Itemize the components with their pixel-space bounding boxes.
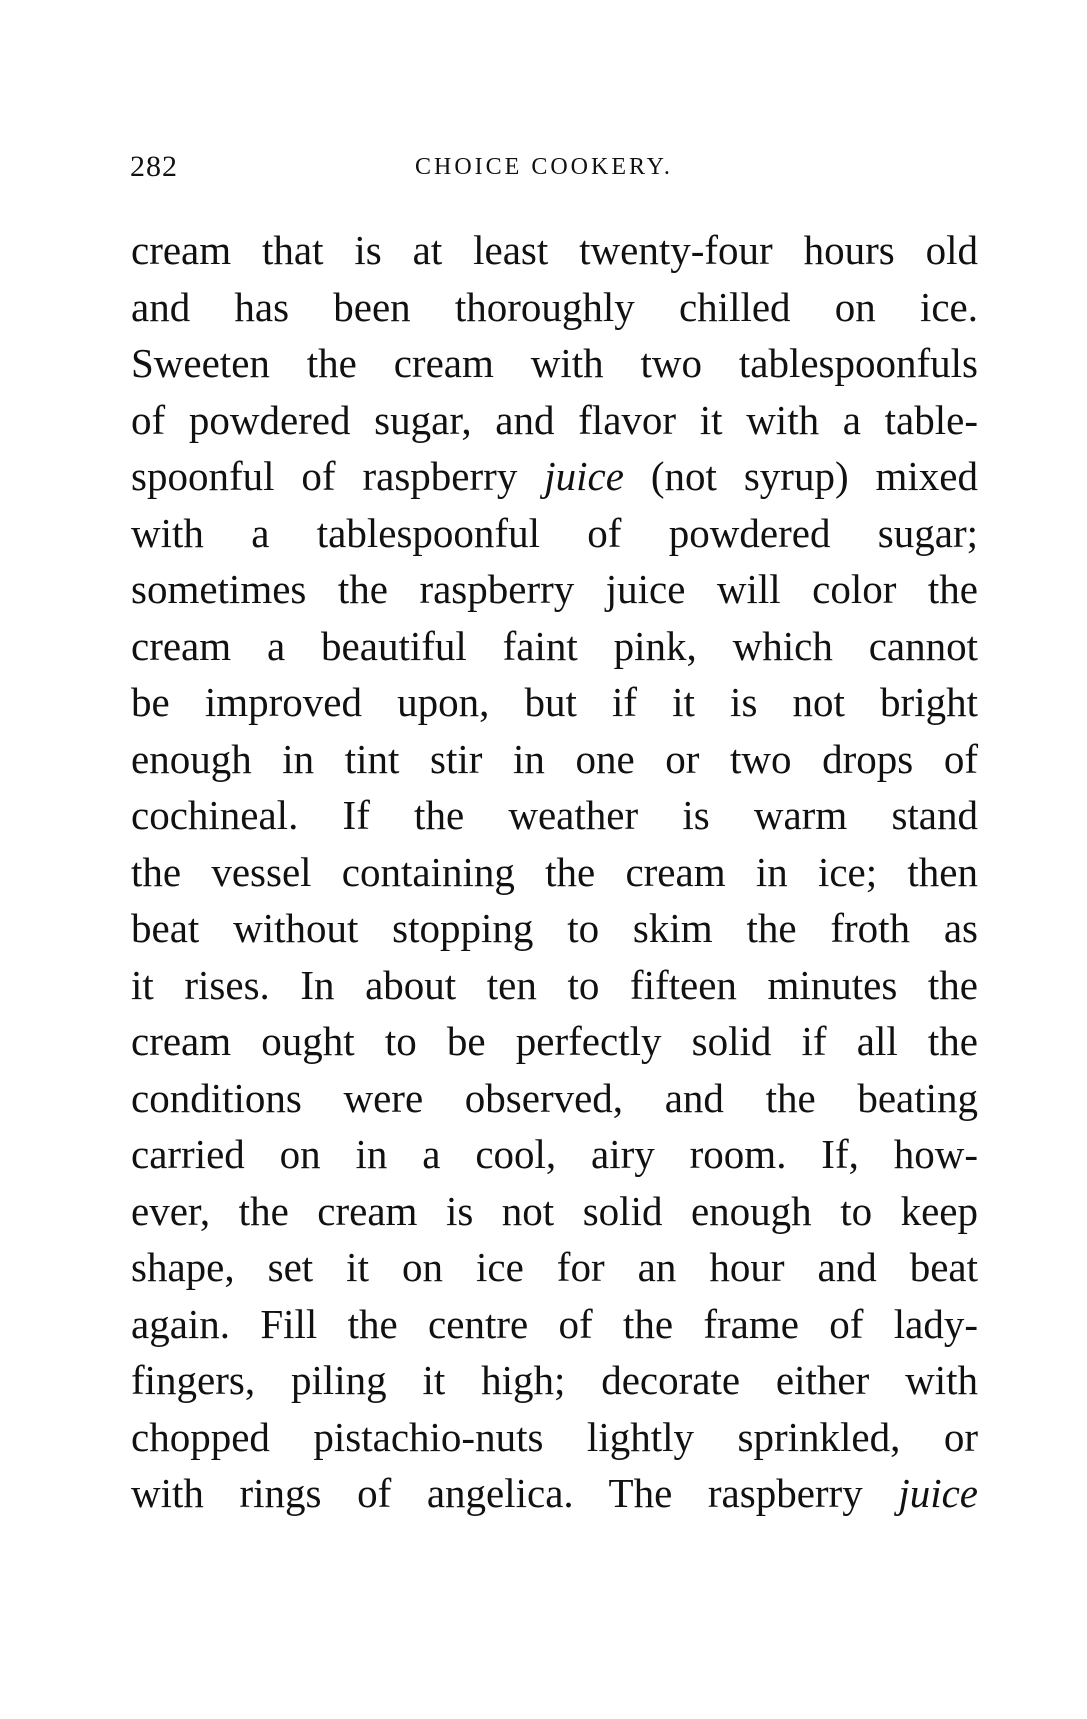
text-line: be improved upon, but if it is not bright [131,679,978,725]
text-line: sometimes the raspberry juice will color the [131,566,978,612]
body-text [131,222,978,1522]
text-line: and has been thoroughly chilled on ice. [131,283,978,330]
text-line: beat without stopping to skim the froth as [131,905,978,951]
page-number: 282 [130,150,178,183]
text-line: the vessel containing the cream in ice; then [131,848,978,895]
text-line: cochineal. If the weather is warm stand [131,792,978,838]
text-line: of powdered sugar, and flavor it with a table- [131,396,978,443]
running-title: CHOICE COOKERY. [415,154,673,180]
text-line: with a tablespoonful of powdered sugar; [131,509,978,556]
text-line: shape, set it on ice for an hour and beat [131,1244,978,1290]
text-line: it rises. In about ten to fifteen minutes the [131,961,978,1008]
text-line: cream ought to be perfectly solid if all the [131,1018,978,1064]
text-line: chopped pistachio-nuts lightly sprinkled, or [131,1413,978,1460]
text-line: Sweeten the cream with two tablespoonfuls [131,340,978,386]
text-line: carried on in a cool, airy room. If, how- [131,1131,978,1177]
text-line: fingers, piling it high; decorate either with [131,1357,978,1403]
text-line: cream that is at least twenty-four hours old [131,227,978,273]
italic-word: juice [898,1470,978,1516]
running-head [130,150,980,190]
text-line: ever, the cream is not solid enough to keep [131,1187,978,1234]
text-line: enough in tint stir in one or two drops of [131,735,978,782]
text-line: with rings of angelica. The raspberry juice [131,1470,978,1516]
text-line: again. Fill the centre of the frame of lady- [131,1300,978,1347]
text-line: spoonful of raspberry juice (not syrup) mixed [131,453,978,499]
text-line: conditions were observed, and the beating [131,1074,978,1121]
text-line: cream a beautiful faint pink, which cannot [131,622,978,669]
italic-word: juice [544,453,624,499]
